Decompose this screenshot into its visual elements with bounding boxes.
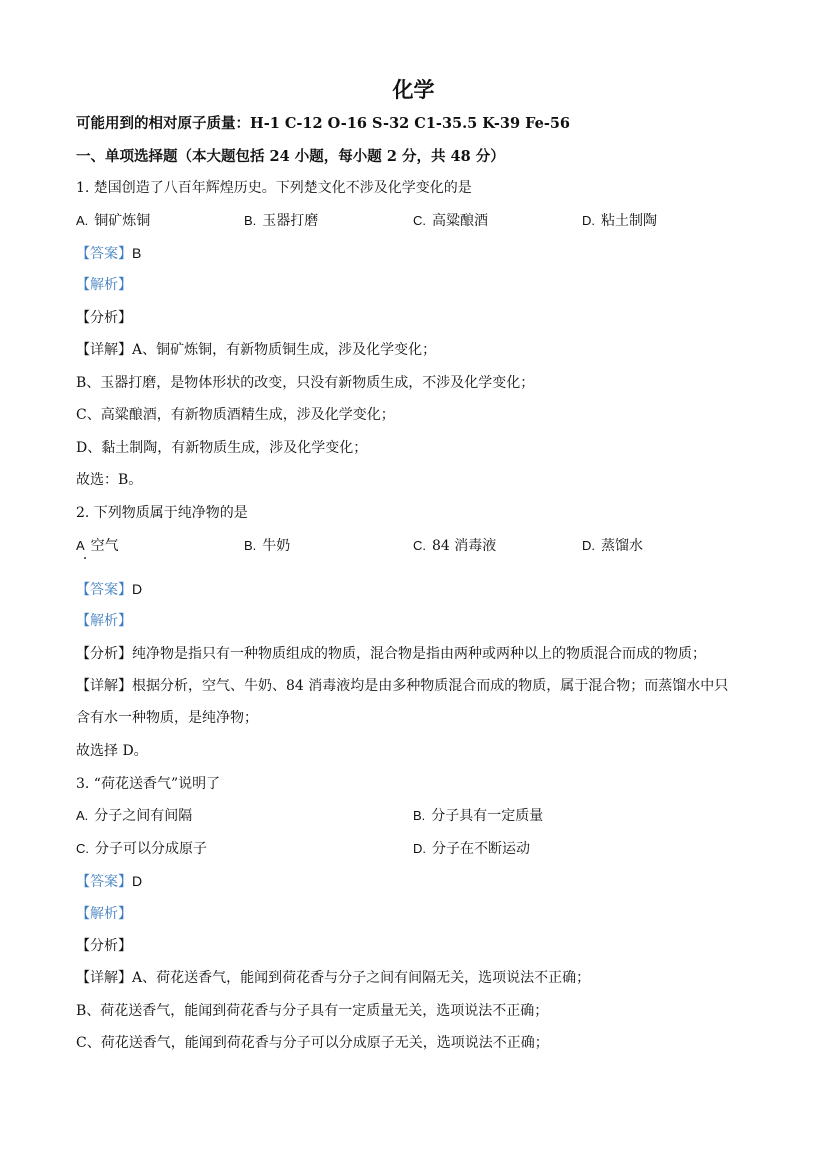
page-title: 化学 [392, 77, 435, 102]
question-2-stem: 2. 下列物质属于纯净物的是 [76, 505, 248, 521]
option-text: 分子具有一定质量 [431, 808, 544, 824]
question-1-detail-line: C、高粱酿酒，有新物质酒精生成，涉及化学变化； [76, 407, 395, 423]
question-3-detail-line: B、荷花送香气，能闻到荷花香与分子具有一定质量无关，选项说法不正确； [76, 1003, 549, 1019]
answer-tag: 【答案】 [76, 874, 132, 890]
question-1-analysis-tag: 【解析】 [76, 277, 132, 293]
question-1-detail-line: D、黏土制陶，有新物质生成，涉及化学变化； [76, 440, 368, 456]
option-letter: A. [76, 213, 89, 228]
option-text: 粘土制陶 [601, 213, 657, 229]
question-3-stem: 3. “荷花送香气”说明了 [76, 776, 221, 792]
answer-value: B [132, 245, 142, 261]
question-3-option-b [413, 806, 543, 826]
section-heading: 一、单项选择题（本大题包括 24 小题，每小题 2 分，共 48 分） [76, 148, 505, 165]
answer-value: D [132, 873, 143, 889]
option-text: 84 消毒液 [432, 538, 497, 554]
option-letter: C. [413, 538, 426, 553]
option-text: 铜矿炼铜 [94, 213, 151, 229]
option-text: 高粱酿酒 [432, 213, 488, 229]
question-1-option-b [244, 211, 318, 231]
atomic-mass-line: 可能用到的相对原子质量：H-1 C-12 O-16 S-32 C1-35.5 K-39 Fe-56 [76, 115, 571, 132]
option-letter: B. [244, 213, 257, 228]
question-3-option-c [76, 839, 207, 859]
option-text: 分子可以分成原子 [95, 841, 207, 857]
option-text: 分子在不断运动 [432, 841, 530, 857]
option-letter: C. [76, 841, 89, 856]
question-3-detail-line: 【详解】A、荷花送香气，能闻到荷花香与分子之间有间隔无关，选项说法不正确； [76, 970, 591, 986]
question-2-fenxi: 【分析】纯净物是指只有一种物质组成的物质，混合物是指由两种或两种以上的物质混合而成的物质； [76, 646, 706, 662]
question-1-conclusion: 故选：B。 [76, 472, 143, 488]
question-1-detail-line: B、玉器打磨，是物体形状的改变，只没有新物质生成，不涉及化学变化； [76, 375, 535, 391]
question-1-option-d [582, 211, 657, 231]
question-3-analysis-tag: 【解析】 [76, 906, 132, 922]
question-3-fenxi: 【分析】 [76, 938, 132, 954]
question-3-option-d [413, 839, 530, 859]
option-letter: A [76, 538, 85, 553]
option-text: 蒸馏水 [601, 538, 643, 554]
question-1-option-a [76, 211, 150, 231]
answer-tag: 【答案】 [76, 246, 132, 262]
question-2-analysis-tag: 【解析】 [76, 613, 132, 629]
question-2-option-a [76, 536, 119, 556]
question-1-answer [76, 243, 141, 264]
question-1-option-c [413, 211, 488, 231]
question-2-answer [76, 579, 142, 600]
option-letter: B. [413, 808, 426, 823]
question-3-option-a [76, 806, 192, 826]
option-letter: D. [413, 841, 426, 856]
question-2-detail-line: 【详解】根据分析，空气、牛奶、84 消毒液均是由多种物质混合而成的物质，属于混合物；而蒸馏水中只 [76, 678, 729, 694]
option-text: 空气 [90, 538, 119, 554]
answer-tag: 【答案】 [76, 582, 132, 598]
option-text: 牛奶 [262, 538, 291, 554]
option-text: 分子之间有间隔 [94, 808, 193, 824]
question-1-stem: 1. 楚国创造了八百年辉煌历史。下列楚文化不涉及化学变化的是 [76, 180, 472, 196]
question-2-option-c [413, 536, 496, 556]
option-letter: A. [76, 808, 89, 823]
stray-dot [84, 557, 86, 559]
question-2-detail-line: 含有水一种物质，是纯净物； [76, 710, 258, 726]
question-1-fenxi: 【分析】 [76, 310, 132, 326]
question-3-detail-line: C、荷花送香气，能闻到荷花香与分子可以分成原子无关，选项说法不正确； [76, 1035, 549, 1051]
option-letter: D. [582, 538, 595, 553]
question-2-option-b [244, 536, 290, 556]
question-2-conclusion: 故选择 D。 [76, 743, 148, 759]
option-letter: B. [244, 538, 257, 553]
question-1-detail-line: 【详解】A、铜矿炼铜，有新物质铜生成，涉及化学变化； [76, 342, 437, 358]
option-text: 玉器打磨 [262, 213, 319, 229]
answer-value: D [132, 581, 143, 597]
option-letter: D. [582, 213, 595, 228]
option-letter: C. [413, 213, 426, 228]
question-3-answer [76, 871, 142, 892]
question-2-option-d [582, 536, 643, 556]
